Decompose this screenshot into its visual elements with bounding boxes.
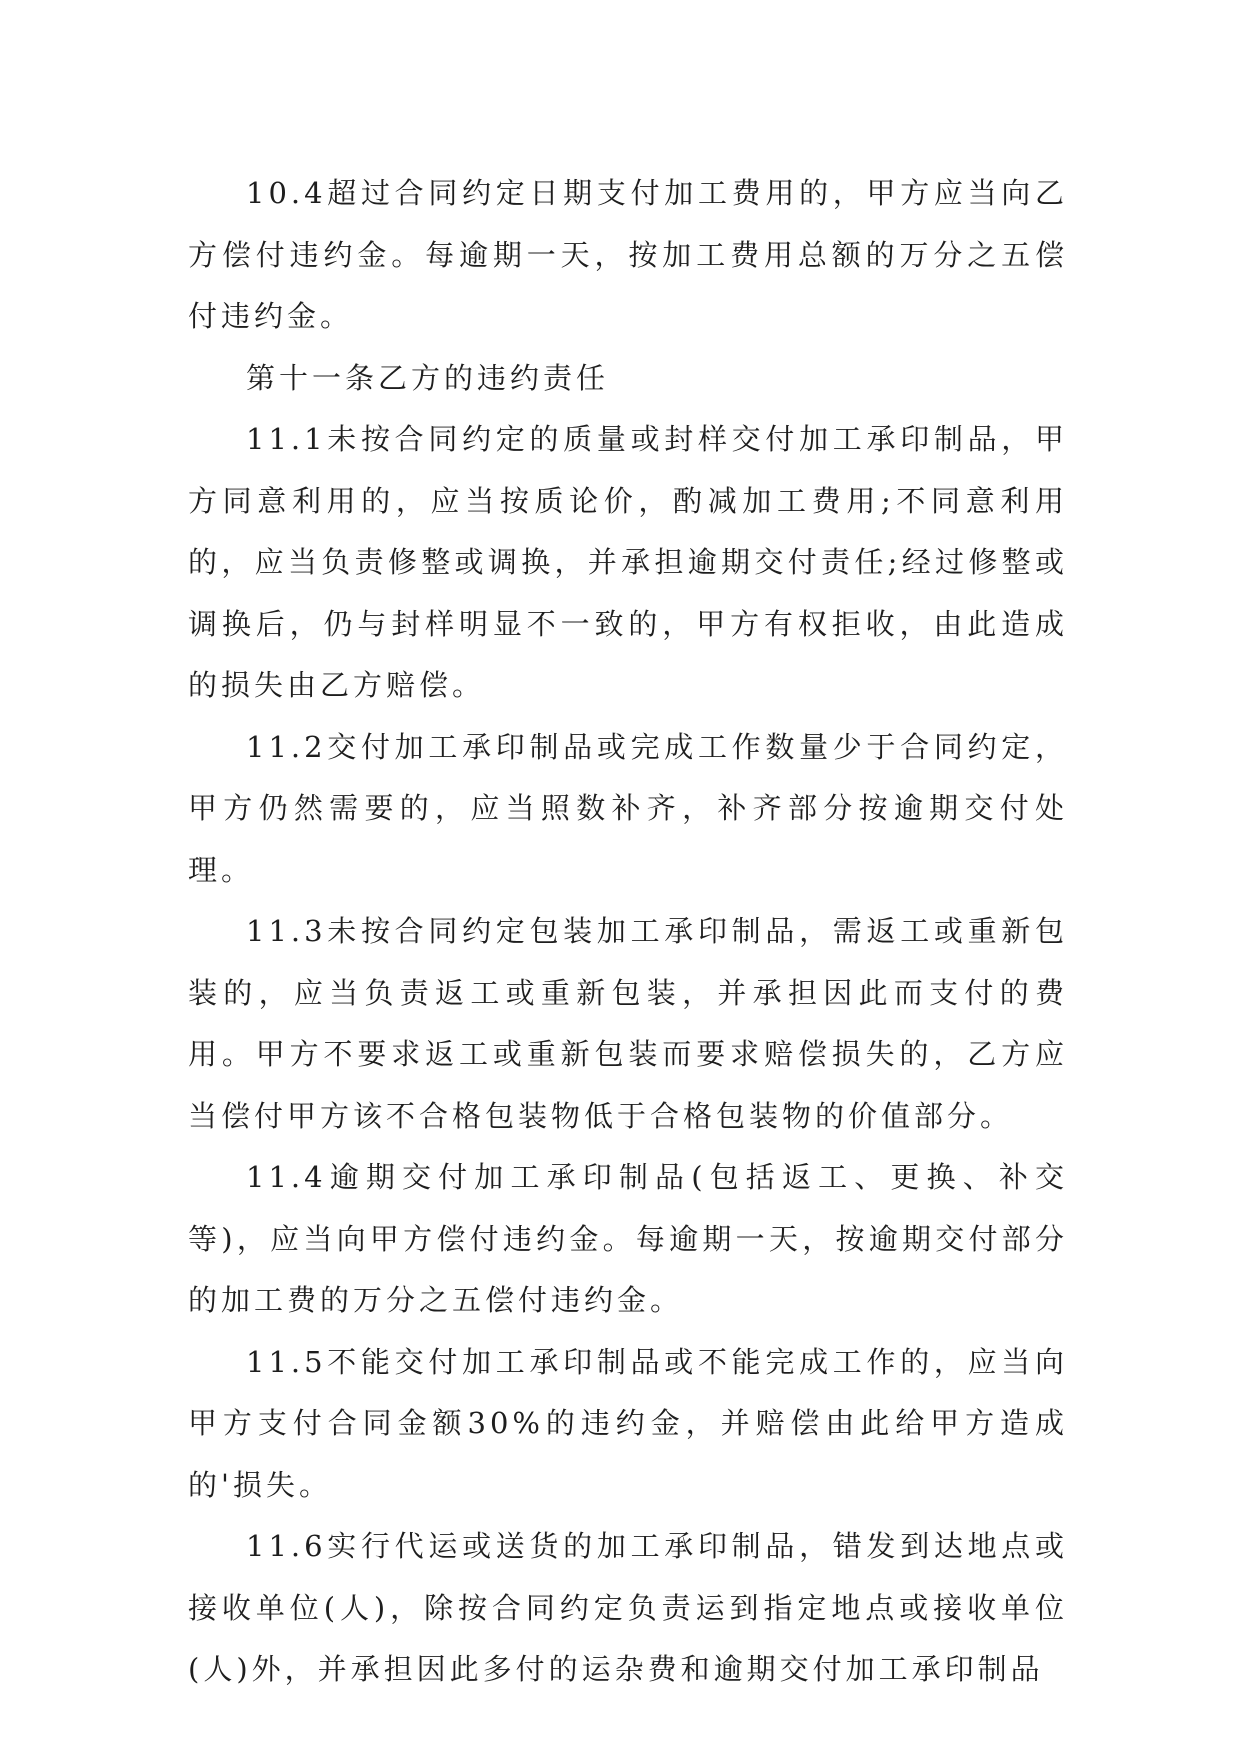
section-heading-article-11: 第十一条乙方的违约责任 bbox=[246, 360, 610, 395]
paragraph-11-4: 11.4逾期交付加工承印制品(包括返工、更换、补交等)，应当向甲方偿付违约金。每逾期一天，按逾期交付部分的加工费的万分之五偿付违约金。 bbox=[188, 1160, 1068, 1317]
paragraph-11-5: 11.5不能交付加工承印制品或不能完成工作的，应当向甲方支付合同金额30%的违约金，并赔偿由此给甲方造成的'损失。 bbox=[188, 1344, 1068, 1502]
document-body bbox=[188, 163, 1068, 1701]
paragraph-11-3: 11.3未按合同约定包装加工承印制品，需返工或重新包装的，应当负责返工或重新包装，并承担因此而支付的费用。甲方不要求返工或重新包装而要求赔偿损失的，乙方应当偿付甲方该不合格包装物低于合格包装物的价值部分。 bbox=[188, 914, 1068, 1133]
paragraph-10-4: 10.4超过合同约定日期支付加工费用的，甲方应当向乙方偿付违约金。每逾期一天，按加工费用总额的万分之五偿付违约金。 bbox=[188, 176, 1068, 333]
paragraph-11-2: 11.2交付加工承印制品或完成工作数量少于合同约定，甲方仍然需要的，应当照数补齐，补齐部分按逾期交付处理。 bbox=[188, 729, 1068, 887]
paragraph-11-1: 11.1未按合同约定的质量或封样交付加工承印制品，甲方同意利用的，应当按质论价，酌减加工费用;不同意利用的，应当负责修整或调换，并承担逾期交付责任;经过修整或调换后，仍与封样明显不一致的，甲方有权拒收，由此造成的损失由乙方赔偿。 bbox=[188, 422, 1068, 702]
paragraph-11-6: 11.6实行代运或送货的加工承印制品，错发到达地点或接收单位(人)，除按合同约定负责运到指定地点或接收单位(人)外，并承担因此多付的运杂费和逾期交付加工承印制品 bbox=[188, 1529, 1068, 1686]
